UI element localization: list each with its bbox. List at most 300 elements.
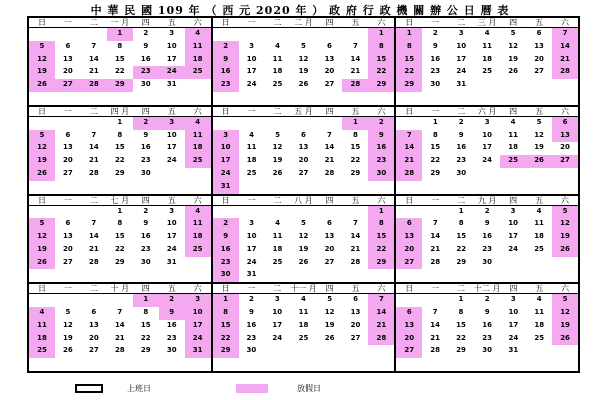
holiday-cell (368, 333, 394, 346)
day-number: 11 (298, 308, 309, 317)
day-number: 28 (404, 168, 415, 177)
day-number: 20 (324, 67, 335, 76)
day-number: 3 (195, 295, 201, 304)
day-number: 1 (117, 29, 123, 37)
workday-cell (159, 130, 185, 143)
day-number: 10 (166, 219, 177, 228)
holiday-cell (396, 231, 422, 244)
day-number: 15 (350, 143, 361, 152)
weekday-header: 二 (81, 196, 107, 206)
day-number: 22 (456, 333, 466, 342)
workday-cell (107, 244, 133, 257)
empty-cell (81, 181, 107, 194)
month-label: 五 月 (291, 107, 317, 117)
workday-cell (133, 244, 159, 257)
day-number: 17 (192, 320, 203, 329)
workday-cell (55, 257, 81, 270)
empty-cell (500, 257, 526, 270)
day-number: 4 (249, 130, 255, 139)
day-number: 4 (275, 41, 280, 50)
day-number: 17 (166, 143, 177, 152)
workday-cell (526, 142, 552, 155)
empty-cell (185, 257, 211, 270)
day-number: 18 (534, 232, 544, 241)
holiday-cell (29, 54, 55, 67)
workday-cell (342, 54, 368, 67)
weekday-header: 六 (552, 18, 578, 28)
day-number: 1 (432, 117, 438, 126)
day-number: 12 (560, 219, 570, 228)
empty-cell (526, 168, 552, 181)
holiday-cell (213, 333, 239, 346)
workday-cell (291, 244, 317, 257)
day-number: 9 (169, 308, 175, 317)
empty-cell (265, 28, 291, 41)
day-number: 23 (140, 67, 151, 76)
day-number: 16 (140, 54, 151, 63)
empty-cell (291, 181, 317, 194)
holiday-cell (185, 333, 211, 346)
day-number: 31 (456, 80, 467, 89)
workday-cell (448, 244, 474, 257)
holiday-cell (29, 307, 55, 320)
day-number: 22 (114, 244, 125, 253)
workday-cell (474, 320, 501, 333)
day-number: 18 (192, 143, 203, 152)
workday-cell (474, 66, 500, 79)
day-number: 27 (63, 168, 73, 177)
empty-cell (422, 269, 448, 282)
empty-cell (291, 28, 317, 41)
day-number: 16 (220, 244, 231, 253)
day-number: 23 (482, 333, 493, 342)
workday-cell (500, 320, 526, 333)
day-number: 19 (37, 244, 47, 253)
day-number: 8 (223, 308, 229, 317)
day-number: 14 (430, 232, 441, 241)
day-number: 23 (140, 156, 151, 165)
empty-cell (107, 294, 133, 307)
day-number: 17 (246, 244, 257, 253)
day-number: 23 (246, 333, 257, 342)
holiday-cell (526, 155, 552, 168)
day-number: 21 (350, 67, 361, 76)
workday-cell (107, 206, 133, 219)
empty-cell (448, 269, 474, 282)
day-number: 8 (117, 219, 123, 228)
day-number: 30 (220, 270, 231, 279)
day-number: 26 (534, 156, 544, 165)
day-number: 16 (430, 54, 441, 63)
day-number: 2 (248, 295, 254, 304)
workday-cell (316, 142, 342, 155)
day-number: 15 (456, 320, 466, 329)
day-number: 28 (88, 80, 99, 89)
workday-cell (500, 231, 526, 244)
holiday-cell (185, 54, 211, 67)
weekday-header: 五 (159, 107, 185, 117)
day-number: 9 (143, 41, 149, 50)
month-block (28, 106, 212, 195)
workday-cell (291, 231, 317, 244)
day-number: 3 (249, 219, 255, 228)
weekday-header: 二 (265, 18, 291, 28)
day-number: 18 (482, 54, 493, 63)
workday-cell (291, 168, 317, 181)
weekday-header: 六 (185, 196, 211, 206)
month-label: 十二 月 (473, 284, 501, 294)
workday-cell (133, 218, 159, 231)
month-label: 四 月 (107, 107, 133, 117)
workday-cell (448, 206, 474, 219)
month-block (28, 17, 212, 106)
workday-cell (239, 333, 265, 346)
workday-cell (316, 218, 342, 231)
workday-cell (342, 142, 368, 155)
day-number: 6 (562, 117, 568, 126)
weekday-header: 一 (239, 18, 265, 28)
day-number: 25 (534, 333, 545, 342)
day-number: 6 (65, 219, 71, 228)
day-number: 5 (562, 206, 568, 215)
day-number: 21 (430, 244, 441, 253)
day-number: 29 (430, 168, 441, 177)
empty-cell (526, 181, 552, 194)
holiday-cell (552, 66, 578, 79)
holiday-cell (159, 294, 185, 307)
day-number: 23 (220, 257, 231, 266)
day-number: 27 (298, 168, 309, 177)
holiday-cell (185, 142, 211, 155)
day-number: 13 (88, 320, 99, 329)
workday-cell (239, 41, 265, 54)
holiday-cell (185, 345, 211, 358)
day-number: 2 (143, 206, 149, 215)
day-number: 29 (404, 80, 415, 89)
day-number: 8 (117, 41, 123, 50)
empty-cell (552, 168, 578, 181)
weekday-header: 五 (526, 18, 552, 28)
weekday-header: 二 (81, 107, 107, 117)
workday-cell (500, 294, 526, 307)
holiday-cell (368, 142, 394, 155)
empty-cell (159, 181, 185, 194)
workday-cell (81, 320, 107, 333)
holiday-cell (500, 155, 526, 168)
empty-cell (133, 269, 159, 282)
weekday-header: 日 (396, 18, 422, 28)
day-number: 8 (432, 130, 438, 139)
day-number: 1 (406, 29, 412, 37)
day-number: 16 (376, 143, 387, 152)
day-number: 26 (63, 346, 73, 355)
weekday-header: 一 (239, 196, 265, 206)
empty-cell (526, 269, 552, 282)
holiday-cell (29, 155, 55, 168)
workday-cell (55, 320, 81, 333)
empty-cell (29, 358, 55, 371)
month-label: 十 月 (107, 284, 133, 294)
empty-cell (81, 269, 107, 282)
day-number: 30 (140, 80, 151, 89)
day-number: 4 (39, 308, 45, 317)
workday-cell (239, 244, 265, 257)
day-number: 3 (169, 117, 175, 126)
workday-cell (291, 54, 317, 67)
day-number: 9 (143, 219, 149, 228)
holiday-cell (29, 79, 55, 92)
empty-cell (500, 181, 526, 194)
empty-cell (239, 206, 265, 219)
workday-cell (474, 142, 500, 155)
workday-cell (239, 168, 265, 181)
empty-cell (133, 92, 159, 105)
day-number: 21 (324, 156, 335, 165)
workday-cell (500, 66, 526, 79)
weekday-header: 一 (55, 18, 81, 28)
day-number: 12 (560, 308, 570, 317)
weekday-header: 六 (552, 196, 578, 206)
workday-cell (343, 307, 369, 320)
holiday-cell (185, 41, 211, 54)
workday-cell (526, 130, 552, 143)
empty-cell (55, 269, 81, 282)
workday-cell (133, 206, 159, 219)
workday-cell (133, 28, 159, 41)
day-number: 11 (246, 143, 257, 152)
workday-cell (81, 333, 107, 346)
workday-cell (316, 66, 342, 79)
weekday-header: 日 (396, 196, 422, 206)
holiday-cell (342, 79, 368, 92)
weekday-header: 四 (317, 284, 343, 294)
holiday-cell (213, 54, 239, 67)
holiday-cell (552, 130, 578, 143)
empty-cell (317, 345, 343, 358)
day-number: 19 (324, 320, 335, 329)
workday-cell (342, 244, 368, 257)
workday-cell (81, 168, 107, 181)
workday-cell (500, 206, 526, 219)
day-number: 6 (353, 295, 358, 304)
day-number: 26 (37, 80, 47, 89)
weekday-header: 一 (239, 107, 265, 117)
empty-cell (316, 181, 342, 194)
holiday-cell (159, 117, 185, 130)
workday-cell (448, 155, 474, 168)
holiday-cell (133, 66, 159, 79)
workday-cell (291, 79, 317, 92)
empty-cell (213, 92, 239, 105)
day-number: 28 (324, 168, 335, 177)
day-number: 11 (534, 308, 545, 317)
workday-cell (342, 155, 368, 168)
workday-cell (500, 41, 526, 54)
day-number: 30 (430, 80, 441, 89)
day-number: 16 (456, 143, 467, 152)
empty-cell (396, 92, 422, 105)
day-number: 28 (376, 333, 387, 342)
month-block (395, 17, 579, 106)
workday-cell (159, 333, 185, 346)
day-number: 4 (195, 29, 201, 37)
day-number: 4 (195, 206, 201, 215)
day-number: 5 (275, 130, 280, 139)
workday-cell (500, 28, 526, 41)
holiday-cell (213, 244, 239, 257)
day-number: 24 (166, 67, 177, 76)
weekday-header: 五 (526, 107, 552, 117)
workday-cell (133, 54, 159, 67)
empty-cell (291, 206, 317, 219)
weekday-header: 二 (264, 284, 290, 294)
day-number: 3 (510, 295, 516, 304)
holiday-cell (213, 257, 239, 270)
empty-cell (81, 28, 107, 41)
workday-cell (265, 79, 291, 92)
weekday-header: 四 (500, 196, 526, 206)
day-number: 14 (88, 54, 99, 63)
holiday-cell (107, 28, 133, 41)
holiday-cell (185, 28, 211, 41)
holiday-cell (396, 320, 422, 333)
weekday-header: 一 (55, 284, 81, 294)
day-number: 3 (458, 29, 464, 37)
weekday-header: 五 (526, 284, 552, 294)
workday-cell (448, 28, 474, 41)
workday-cell (290, 333, 317, 346)
workday-cell (422, 333, 448, 346)
empty-cell (264, 358, 290, 371)
day-number: 14 (376, 308, 387, 317)
empty-cell (316, 269, 342, 282)
day-number: 26 (560, 333, 570, 342)
day-number: 13 (63, 232, 73, 241)
day-number: 13 (298, 143, 309, 152)
empty-cell (213, 206, 239, 219)
workday-cell (265, 142, 291, 155)
day-number: 20 (404, 333, 415, 342)
workday-label: 上班日 (127, 384, 151, 393)
day-number: 14 (88, 143, 99, 152)
month-block (395, 106, 579, 195)
holiday-cell (213, 155, 239, 168)
holiday-cell (29, 231, 55, 244)
workday-cell (107, 41, 133, 54)
day-number: 16 (166, 320, 177, 329)
workday-cell (55, 218, 81, 231)
weekday-header: 日 (29, 18, 55, 28)
empty-cell (526, 79, 552, 92)
holiday-cell (368, 130, 394, 143)
day-number: 28 (430, 257, 441, 266)
workday-cell (422, 244, 448, 257)
day-number: 19 (298, 244, 309, 253)
day-number: 24 (166, 156, 177, 165)
day-number: 6 (91, 308, 97, 317)
holiday-cell (368, 307, 394, 320)
day-number: 1 (378, 29, 384, 37)
empty-cell (526, 257, 552, 270)
day-number: 30 (140, 257, 151, 266)
day-number: 16 (482, 232, 493, 241)
workday-cell (474, 155, 500, 168)
day-number: 19 (560, 320, 570, 329)
workday-cell (526, 41, 552, 54)
empty-cell (107, 181, 133, 194)
workday-cell (474, 28, 500, 41)
workday-cell (107, 345, 133, 358)
empty-cell (500, 79, 526, 92)
day-number: 10 (246, 232, 257, 241)
day-number: 25 (192, 244, 203, 253)
empty-cell (265, 92, 291, 105)
day-number: 5 (65, 308, 71, 317)
day-number: 29 (140, 346, 151, 355)
weekday-header: 四 (316, 196, 342, 206)
day-number: 8 (143, 308, 149, 317)
day-number: 22 (114, 156, 125, 165)
day-number: 17 (508, 232, 518, 241)
empty-cell (500, 168, 526, 181)
weekday-header: 四 (133, 196, 159, 206)
workday-cell (474, 218, 500, 231)
day-number: 14 (350, 232, 361, 241)
workday-cell (316, 155, 342, 168)
day-number: 23 (456, 156, 467, 165)
holiday-cell (29, 130, 55, 143)
day-number: 11 (192, 41, 203, 50)
day-number: 12 (37, 143, 47, 152)
day-number: 13 (350, 308, 361, 317)
workday-cell (474, 54, 500, 67)
day-number: 24 (482, 156, 493, 165)
empty-cell (396, 181, 422, 194)
day-number: 19 (298, 67, 309, 76)
day-number: 19 (37, 156, 47, 165)
day-number: 28 (430, 346, 440, 355)
empty-cell (552, 345, 578, 358)
day-number: 20 (63, 67, 73, 76)
workday-cell (316, 41, 342, 54)
empty-cell (474, 358, 501, 371)
weekday-header: 四 (316, 107, 342, 117)
empty-cell (29, 269, 55, 282)
weekday-header: 四 (133, 18, 159, 28)
workday-cell (552, 142, 578, 155)
day-number: 15 (114, 54, 125, 63)
holiday-cell (55, 79, 81, 92)
holiday-cell (368, 206, 394, 219)
weekday-header: 五 (342, 107, 368, 117)
month-block (395, 283, 579, 372)
day-number: 21 (88, 244, 99, 253)
day-number: 11 (272, 54, 283, 63)
weekday-header: 二 (81, 284, 107, 294)
empty-cell (448, 181, 474, 194)
workday-cell (239, 66, 265, 79)
workday-cell (55, 168, 81, 181)
day-number: 23 (140, 244, 151, 253)
day-number: 11 (482, 41, 493, 50)
workday-cell (448, 66, 474, 79)
day-number: 12 (37, 54, 47, 63)
day-number: 31 (192, 346, 203, 355)
workday-cell (55, 333, 81, 346)
empty-cell (265, 269, 291, 282)
workday-cell (474, 41, 500, 54)
day-number: 24 (246, 257, 257, 266)
